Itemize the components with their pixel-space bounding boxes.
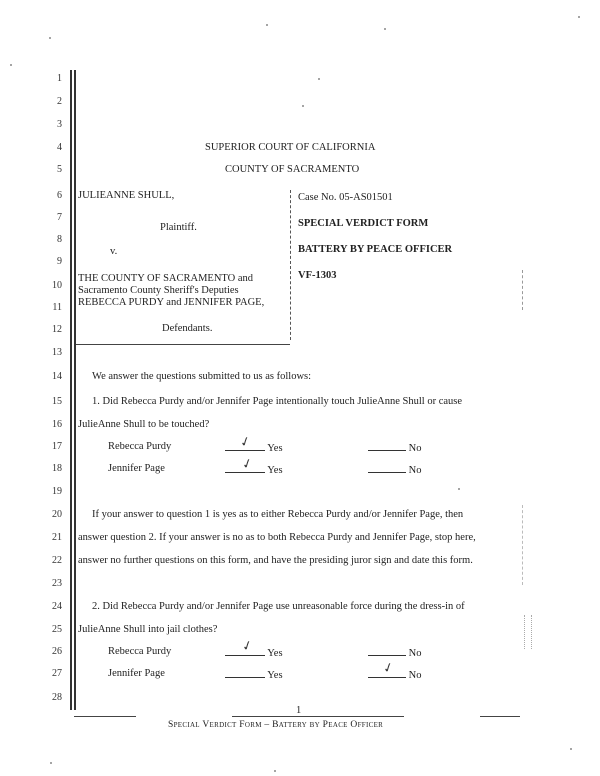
- question-1-line-2: JulieAnne Shull to be touched?: [78, 419, 210, 430]
- scan-speck: [274, 770, 276, 772]
- q1-yes-label-1: Yes: [267, 443, 283, 454]
- right-margin-stamp: [524, 615, 532, 649]
- q2-no-blank-1[interactable]: [368, 646, 421, 659]
- scan-speck: [458, 488, 460, 490]
- line-number: 23: [52, 578, 62, 589]
- form-code: VF-1303: [298, 270, 337, 281]
- line-number: 4: [57, 142, 62, 153]
- line-number: 3: [57, 119, 62, 130]
- line-number: 11: [52, 302, 62, 313]
- line-number: 24: [52, 601, 62, 612]
- versus-label: v.: [110, 246, 118, 257]
- plaintiff-name: JULIEANNE SHULL,: [78, 190, 175, 201]
- scan-speck: [266, 24, 268, 26]
- instruction-line-2: answer question 2. If your answer is no as to both Rebecca Purdy and Jennifer Page, stop here,: [78, 532, 476, 543]
- footer-title: Special Verdict Form – Battery by Peace Officer: [168, 720, 384, 730]
- defendants-label: Defendants.: [162, 323, 213, 334]
- q2-yes-blank-2[interactable]: [225, 668, 283, 681]
- line-number: 15: [52, 396, 62, 407]
- margin-rule-inner: [74, 70, 76, 710]
- q1-answer-name-2: Jennifer Page: [108, 463, 165, 474]
- scan-speck: [570, 748, 572, 750]
- court-name: SUPERIOR COURT OF CALIFORNIA: [205, 142, 376, 153]
- line-number: 14: [52, 371, 62, 382]
- q1-no-label-2: No: [408, 465, 422, 476]
- line-number: 16: [52, 419, 62, 430]
- right-margin-mark: [522, 270, 523, 310]
- intro-text: We answer the questions submitted to us as follows:: [92, 371, 312, 382]
- line-number: 9: [57, 256, 62, 267]
- line-number: 20: [52, 509, 62, 520]
- line-number: 5: [57, 164, 62, 175]
- defendant-name-3: REBECCA PURDY and JENNIFER PAGE,: [78, 297, 265, 308]
- caption-divider: [290, 190, 291, 340]
- q1-yes-blank-1[interactable]: [225, 441, 283, 454]
- footer-rule-center: [232, 716, 404, 717]
- instruction-line-3: answer no further questions on this form, and have the presiding juror sign and date this form.: [78, 555, 473, 566]
- line-number: 7: [57, 212, 62, 223]
- scan-speck: [318, 78, 320, 80]
- scan-speck: [10, 64, 12, 66]
- line-number: 12: [52, 324, 62, 335]
- scan-speck: [50, 762, 52, 764]
- line-number: 2: [57, 96, 62, 107]
- county-name: COUNTY OF SACRAMENTO: [225, 164, 360, 175]
- line-number: 25: [52, 624, 62, 635]
- right-margin-mark: [522, 505, 523, 585]
- question-2-line-2: JulieAnne Shull into jail clothes?: [78, 624, 218, 635]
- line-number: 27: [52, 668, 62, 679]
- defendant-name-1: THE COUNTY OF SACRAMENTO and: [78, 273, 254, 284]
- checkmark-icon: ✓: [239, 454, 255, 473]
- footer-rule-right: [480, 716, 520, 717]
- line-number: 28: [52, 692, 62, 703]
- line-number: 21: [52, 532, 62, 543]
- checkmark-icon: ✓: [380, 658, 396, 677]
- scan-speck: [384, 28, 386, 30]
- line-number: 13: [52, 347, 62, 358]
- question-2-line-1: 2. Did Rebecca Purdy and/or Jennifer Page use unreasonable force during the dress-in of: [92, 601, 465, 612]
- line-number: 6: [57, 190, 62, 201]
- plaintiff-label: Plaintiff.: [160, 222, 197, 233]
- q2-yes-label-1: Yes: [267, 648, 283, 659]
- q1-no-blank-1[interactable]: [368, 441, 421, 454]
- line-number: 18: [52, 463, 62, 474]
- line-number: 1: [57, 73, 62, 84]
- q2-no-label-2: No: [408, 670, 422, 681]
- page-number: 1: [296, 705, 302, 716]
- q1-no-label-1: No: [408, 443, 422, 454]
- line-number: 17: [52, 441, 62, 452]
- q2-answer-name-1: Rebecca Purdy: [108, 646, 172, 657]
- line-number: 8: [57, 234, 62, 245]
- scan-speck: [302, 105, 304, 107]
- line-number: 26: [52, 646, 62, 657]
- checkmark-icon: ✓: [239, 636, 255, 655]
- footer-rule-left: [74, 716, 136, 717]
- line-number: 19: [52, 486, 62, 497]
- q2-answer-name-2: Jennifer Page: [108, 668, 165, 679]
- scan-speck: [578, 16, 580, 18]
- scan-speck: [49, 37, 51, 39]
- checkmark-icon: ✓: [237, 432, 253, 451]
- form-subtitle: BATTERY BY PEACE OFFICER: [298, 244, 453, 255]
- caption-bottom-rule: [76, 344, 290, 345]
- q1-no-blank-2[interactable]: [368, 463, 421, 476]
- q2-yes-label-2: Yes: [267, 670, 283, 681]
- q1-answer-name-1: Rebecca Purdy: [108, 441, 172, 452]
- margin-rule-outer: [70, 70, 72, 710]
- line-number: 22: [52, 555, 62, 566]
- form-title: SPECIAL VERDICT FORM: [298, 218, 429, 229]
- instruction-line-1: If your answer to question 1 is yes as to either Rebecca Purdy and/or Jennifer Page, then: [92, 509, 464, 520]
- defendant-name-2: Sacramento County Sheriff's Deputies: [78, 285, 239, 296]
- case-number: Case No. 05-AS01501: [298, 192, 393, 203]
- line-number: 10: [52, 280, 62, 291]
- question-1-line-1: 1. Did Rebecca Purdy and/or Jennifer Page intentionally touch JulieAnne Shull or cause: [92, 396, 463, 407]
- q1-yes-label-2: Yes: [267, 465, 283, 476]
- q2-no-label-1: No: [408, 648, 422, 659]
